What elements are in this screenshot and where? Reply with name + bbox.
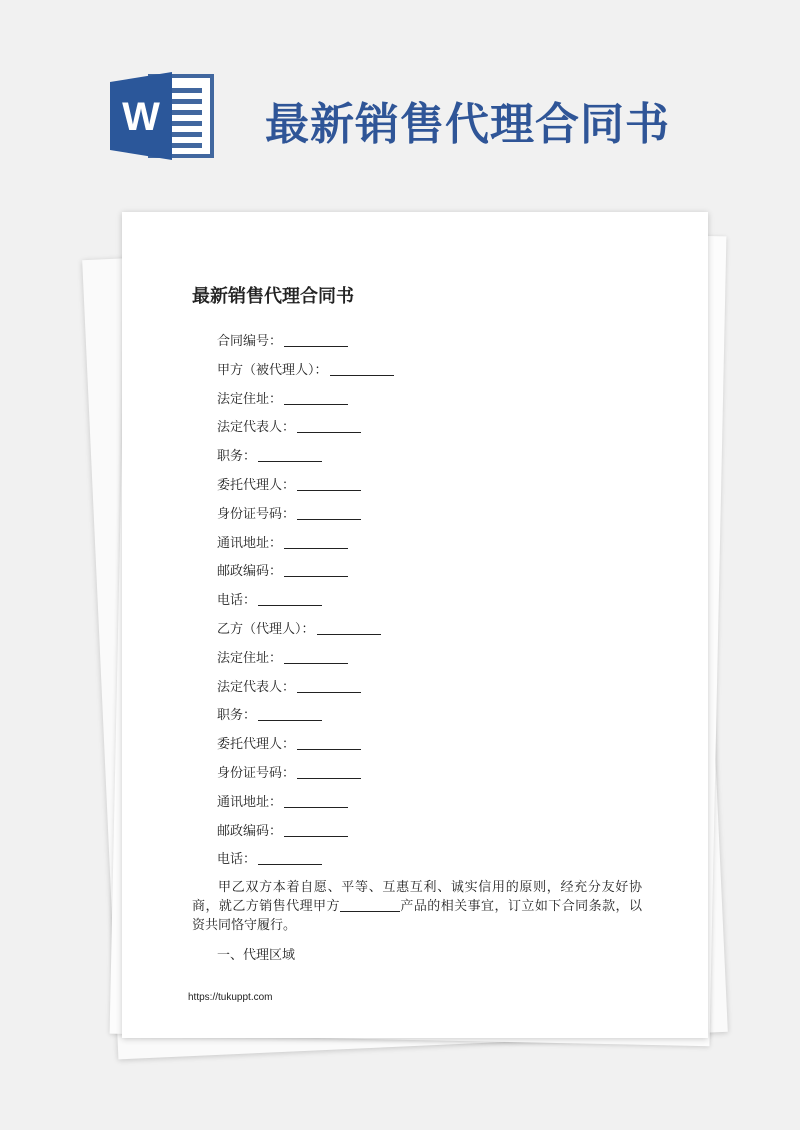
- field-party-a-mailing-address: 通讯地址：: [217, 530, 394, 559]
- fill-in-blank: [330, 360, 394, 376]
- field-party-a-agent: 委托代理人：: [217, 472, 394, 501]
- field-contract-number: 合同编号：: [217, 328, 394, 357]
- fill-in-blank: [297, 677, 361, 693]
- fill-in-blank: [297, 475, 361, 491]
- fill-in-blank: [284, 331, 348, 347]
- field-party-b-position: 职务：: [217, 702, 394, 731]
- fill-in-blank: [284, 792, 348, 808]
- field-party-b-address: 法定住址：: [217, 645, 394, 674]
- field-party-a: 甲方（被代理人）：: [217, 357, 394, 386]
- word-icon-line: [168, 110, 202, 115]
- word-icon: [110, 72, 214, 160]
- word-icon-line: [168, 132, 202, 137]
- document-title: 最新销售代理合同书: [192, 286, 354, 307]
- field-party-b-representative: 法定代表人：: [217, 674, 394, 703]
- document-page: [122, 212, 708, 1038]
- field-party-b-agent: 委托代理人：: [217, 731, 394, 760]
- field-party-b: 乙方（代理人）：: [217, 616, 394, 645]
- field-party-a-representative: 法定代表人：: [217, 414, 394, 443]
- word-icon-line: [168, 99, 202, 104]
- fill-in-blank: [258, 446, 322, 462]
- footer-url: https://tukuppt.com: [188, 992, 273, 1003]
- word-icon-line: [168, 88, 202, 93]
- fill-in-blank: [284, 561, 348, 577]
- fill-in-blank: [284, 533, 348, 549]
- fill-in-blank: [258, 849, 322, 865]
- field-party-a-position: 职务：: [217, 443, 394, 472]
- field-party-b-postcode: 邮政编码：: [217, 818, 394, 847]
- word-icon-letter: W: [122, 95, 160, 139]
- field-party-b-phone: 电话：: [217, 846, 394, 875]
- word-icon-line: [168, 121, 202, 126]
- fill-in-blank: [297, 417, 361, 433]
- field-party-a-postcode: 邮政编码：: [217, 558, 394, 587]
- fill-in-blank: [258, 590, 322, 606]
- field-party-a-address: 法定住址：: [217, 386, 394, 415]
- preamble-paragraph: 甲乙双方本着自愿、平等、互惠互利、诚实信用的原则，经充分友好协商，就乙方销售代理甲方 产品的相关事宜，订立如下合同条款，以资共同恪守履行。: [192, 880, 642, 933]
- fill-in-blank: [317, 619, 381, 635]
- fill-in-blank: [297, 734, 361, 750]
- word-icon-line: [168, 143, 202, 148]
- fill-in-blank: [258, 705, 322, 721]
- fill-in-blank: [340, 898, 400, 912]
- section-heading: 一、代理区域: [217, 948, 296, 963]
- fill-in-blank: [297, 504, 361, 520]
- fill-in-blank: [284, 389, 348, 405]
- fill-in-blank: [297, 763, 361, 779]
- banner-title: 最新销售代理合同书: [265, 99, 670, 150]
- fill-in-blank: [284, 648, 348, 664]
- fill-in-blank: [284, 821, 348, 837]
- field-party-b-mailing-address: 通讯地址：: [217, 789, 394, 818]
- field-party-b-id-number: 身份证号码：: [217, 760, 394, 789]
- field-party-a-id-number: 身份证号码：: [217, 501, 394, 530]
- field-party-a-phone: 电话：: [217, 587, 394, 616]
- contract-field-list: [217, 328, 394, 875]
